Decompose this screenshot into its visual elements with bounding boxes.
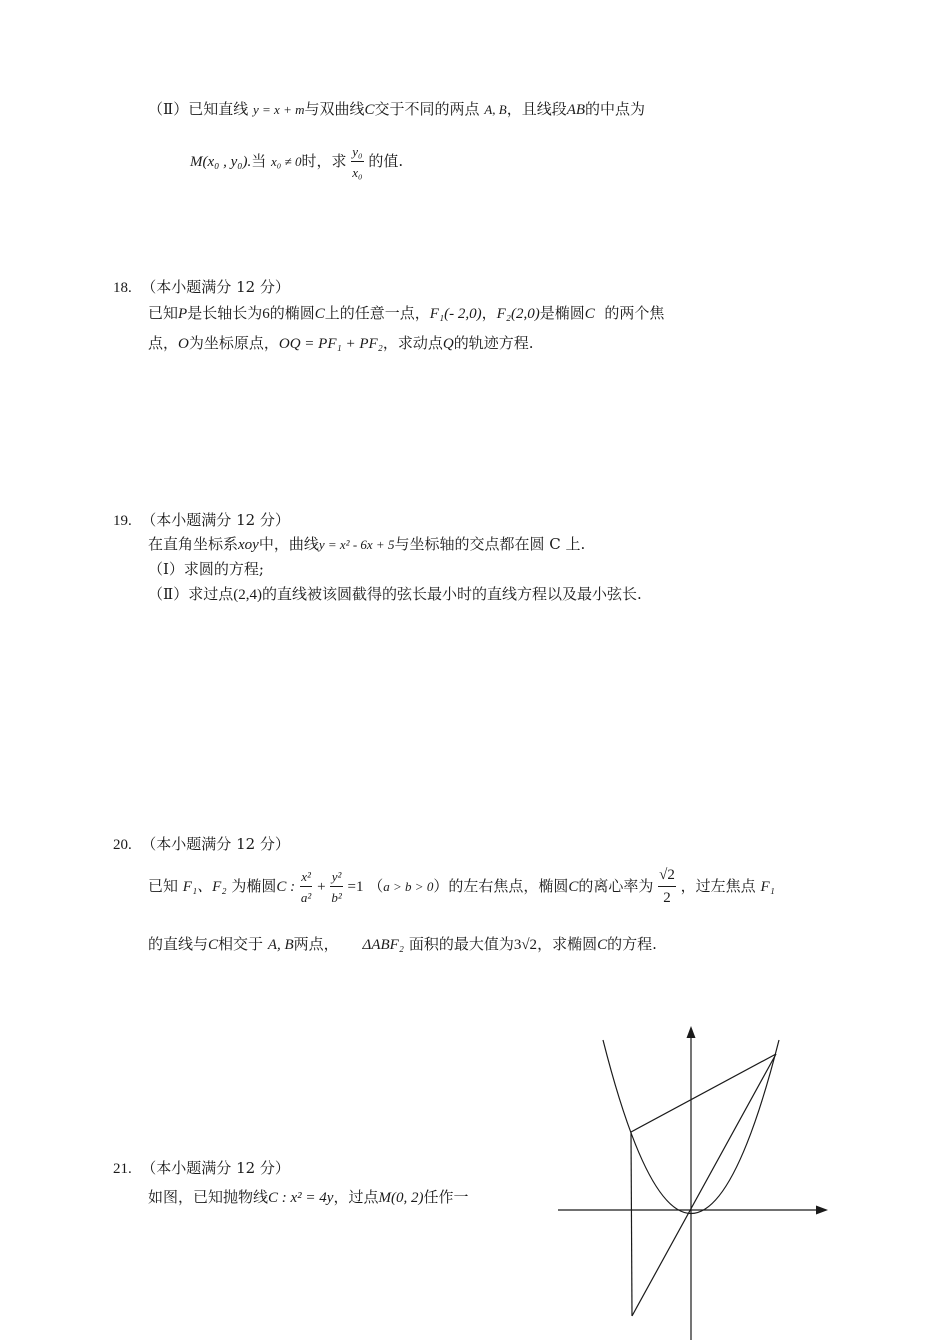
q21-header: 21. （本小题满分 12 分）: [113, 1159, 290, 1177]
q21-line1: 如图，已知抛物线C : x² = 4y，过点M(0, 2)任作一: [148, 1188, 469, 1206]
y2-over-b2-fraction: $\frac{\text{y²}}{\text{b²}}$: [331, 869, 342, 905]
q19-part2: （Ⅱ）求过点(2,4)的直线被该圆截得的弦长最小时的直线方程以及最小弦长.: [148, 585, 642, 603]
q20-line2: 的直线与C相交于 A, B两点， ΔABF₂ 面积的最大值为3√2，求椭圆C的方程.: [148, 935, 657, 953]
x-axis-arrow-icon: [816, 1206, 828, 1215]
q20-header: 20. （本小题满分 12 分）: [113, 835, 290, 853]
parabola-figure: [550, 1020, 840, 1344]
q17-part2-line2: M(x₀ , y₀).当 x₀ ≠ 0时，求 $\frac{\text{y₀}}{\text{x₀}}$ 的值.: [190, 144, 404, 180]
q18-line1: 已知P是长轴长为6的椭圆C上的任意一点，F₁(- 2,0)，F₂(2,0)是椭圆C 的两个焦: [148, 304, 665, 322]
x2-over-a2-fraction: $\frac{\text{x²}}{\text{a²}}$: [300, 869, 312, 905]
q18-header: 18. （本小题满分 12 分）: [113, 278, 290, 296]
q19-line1: 在直角坐标系xoy中，曲线y = x² - 6x + 5与坐标轴的交点都在圆 C 上.: [148, 535, 586, 553]
q18-line2: 点，O为坐标原点，OQ = PF₁ + PF₂，求动点Q的轨迹方程.: [148, 334, 534, 352]
y-axis-arrow-icon: [687, 1026, 696, 1038]
eccentricity-fraction: $\frac{√2}{2}$: [659, 867, 675, 906]
q20-line1: 已知 F₁、F₂ 为椭圆C : $\frac{\text{x²}}{\text{a²}}$ + $\frac{\text{y²}}{\text{b²}}$ =1 （a > b > 0）的左右焦点，椭圆C的离心率为 $\frac{√2}{2}$ ，过左焦点 F₁: [148, 867, 775, 906]
vertical-line: [631, 1132, 632, 1316]
y0-over-x0-fraction: $\frac{\text{y₀}}{\text{x₀}}$: [352, 144, 363, 180]
q19-header: 19. （本小题满分 12 分）: [113, 511, 290, 529]
q19-part1: （Ⅰ）求圆的方程;: [148, 560, 264, 578]
q17-part2-line1: （Ⅱ）已知直线 y = x + m与双曲线C交于不同的两点 A, B，且线段AB的中点为: [148, 100, 646, 118]
